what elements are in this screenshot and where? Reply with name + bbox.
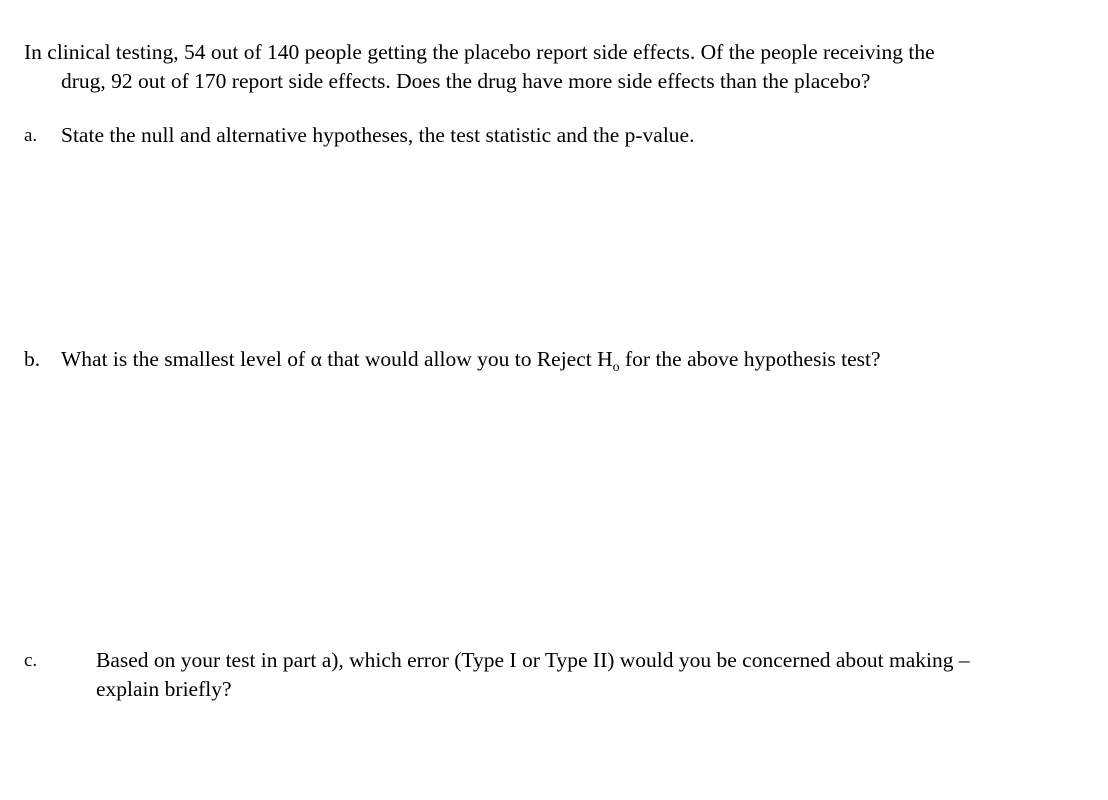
problem-statement-line-1: In clinical testing, 54 out of 140 people getting the placebo report side effects. Of the people receiving the — [24, 40, 935, 64]
question-c-line-2: explain briefly? — [96, 677, 232, 701]
question-c-marker: c. — [24, 650, 38, 671]
question-a-text: State the null and alternative hypotheses, the test statistic and the p-value. — [61, 123, 695, 147]
alpha-symbol: α — [310, 347, 322, 371]
question-b-marker: b. — [24, 347, 41, 371]
problem-statement-line-2: drug, 92 out of 170 report side effects. Does the drug have more side effects than the placebo? — [61, 69, 871, 93]
question-c-text — [96, 646, 970, 704]
problem-statement — [24, 38, 1084, 96]
question-b-text — [61, 345, 881, 377]
question-c-line-1: Based on your test in part a), which error (Type I or Type II) would you be concerned about making – — [96, 648, 970, 672]
question-b-text-start: What is the smallest level of — [61, 347, 311, 371]
null-hypothesis-subscript: o — [612, 360, 620, 375]
question-a-marker: a. — [24, 125, 38, 146]
question-b-text-end: for the above hypothesis test? — [619, 347, 881, 371]
question-b-text-middle: that would allow you to Reject H — [321, 347, 613, 371]
